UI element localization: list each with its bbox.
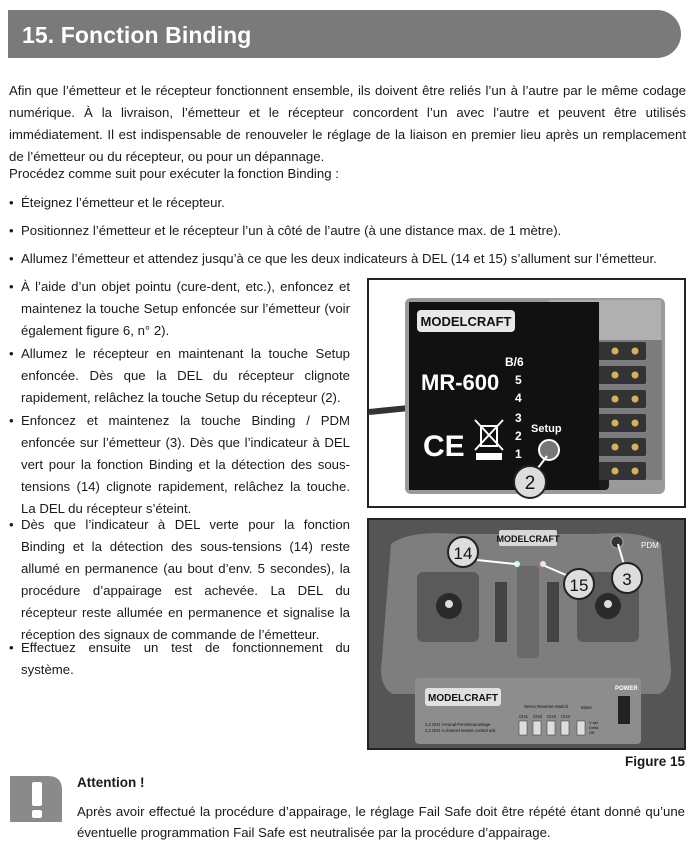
- power-label: POWER: [615, 686, 638, 692]
- callout-3-label: 3: [622, 570, 632, 589]
- step-6-text: Enfoncez et maintenez la touche Binding / PDM enfoncée sur l’émetteur (3). Dès que l’indicateur à DEL vert pour la fonction Binding et la détection des sous-tensions (14) clignote rapidement, relâchez la touche. La DEL du récepteur s’éteint.: [21, 413, 350, 516]
- section-banner: [8, 10, 681, 58]
- channel-label-b6: B/6: [505, 355, 524, 369]
- step-8-text: Effectuez ensuite un test de fonctionnement du système.: [21, 640, 350, 677]
- channel-label-1: 1: [515, 447, 522, 461]
- channel-3-label: CH3: [547, 714, 557, 719]
- callout-2-label: 2: [524, 473, 536, 494]
- power-switch: [618, 696, 630, 724]
- step-3: [9, 248, 686, 270]
- channel-label-3: 3: [515, 411, 522, 425]
- mixer-label: Mixer: [581, 705, 592, 710]
- bullet: •: [9, 413, 14, 428]
- receiver-brand: MODELCRAFT: [420, 314, 512, 329]
- step-1: [9, 192, 686, 214]
- step-7-text: Dès que l’indicateur à DEL verte pour la fonction Binding et la détection des sous-tensions (14) reste allumé en permanence (au bout d’env. 5 secondes), la procédure d’appairage est achevée. La DEL du récepteur reste allumée en permanence et signalise la réception des signaux de commande de l’émetteur.: [21, 517, 350, 642]
- mixer-option-vtail: V-tail: [589, 720, 598, 725]
- bullet: •: [9, 279, 14, 294]
- servo-reverse-label: Servo Reverse Switch: [524, 704, 569, 709]
- channel-4-label: CH4: [561, 714, 571, 719]
- bullet: •: [9, 517, 14, 532]
- step-8: [9, 637, 350, 681]
- description-de: 2,4 GHz 4-Kanal-Fernsteueranlage: [425, 722, 491, 727]
- channel-label-2: 2: [515, 429, 522, 443]
- step-1-text: Éteignez l’émetteur et le récepteur.: [21, 195, 225, 210]
- setup-button: [539, 440, 559, 460]
- procedure-intro: Procédez comme suit pour exécuter la fonction Binding :: [9, 166, 339, 181]
- step-5-text: Allumez le récepteur en maintenant la touche Setup enfoncée. Dès que la DEL du récepteur clignote rapidement, relâchez la touche Setup du récepteur (2).: [21, 346, 350, 405]
- step-4: [9, 276, 350, 342]
- callout-15-label: 15: [569, 576, 589, 595]
- receiver-figure: [367, 278, 686, 508]
- exclamation-icon: [10, 776, 62, 822]
- pdm-label: PDM: [641, 541, 659, 550]
- channel-2-label: CH2: [533, 714, 543, 719]
- step-6: [9, 410, 350, 520]
- attention-text: Après avoir effectué la procédure d’appairage, le réglage Fail Safe doit être répété étant donné qu’une éventuelle programmation Fail Safe est neutralisée par la procédure d’appairage.: [77, 804, 685, 840]
- pdm-button: [611, 536, 623, 548]
- attention-title: Attention !: [77, 775, 145, 790]
- transmitter-brand-bottom: MODELCRAFT: [428, 693, 498, 704]
- step-4-text: À l’aide d’un objet pointu (cure-dent, etc.), enfoncez et maintenez la touche Setup enfoncée sur l’émetteur (voir également figure 6, n° 2).: [21, 279, 350, 338]
- mixer-option-off: Off: [589, 730, 595, 735]
- transmitter-illustration: [369, 520, 684, 748]
- step-5: [9, 343, 350, 409]
- receiver-model: MR-600: [421, 370, 500, 395]
- channel-label-5: 5: [515, 373, 522, 387]
- step-2: [9, 220, 686, 242]
- bullet: •: [9, 223, 14, 238]
- mixer-option-delta: Delta: [589, 725, 599, 730]
- intro-paragraph: Afin que l’émetteur et le récepteur fonctionnent ensemble, ils doivent être reliés l’un à l’autre par le même codage numérique. À la livraison, l’émetteur et le récepteur concordent l’un avec l’autre et peuvent être utilisés immédiatement. Il est indispensable de renouveler le réglage de la liaison en premier lieu après un remplacement de l’émetteur ou du récepteur, ou pour un dépannage.: [9, 83, 686, 164]
- transmitter-brand-top: MODELCRAFT: [496, 534, 560, 544]
- bullet: •: [9, 640, 14, 655]
- bullet: •: [9, 346, 14, 361]
- receiver-illustration: [369, 280, 684, 506]
- description-en: 2,4 GHz 4 channel remote control unit: [425, 728, 496, 733]
- channel-label-4: 4: [515, 391, 522, 405]
- ce-mark: CE: [423, 430, 465, 463]
- bullet: •: [9, 195, 14, 210]
- step-2-text: Positionnez l’émetteur et le récepteur l’un à côté de l’autre (à une distance max. de 1 mètre).: [21, 223, 562, 238]
- callout-14-label: 14: [453, 544, 473, 563]
- transmitter-figure: [367, 518, 686, 750]
- step-7: [9, 514, 350, 646]
- figure-caption: Figure 15: [624, 754, 685, 769]
- setup-label: Setup: [531, 423, 562, 435]
- step-3-text: Allumez l’émetteur et attendez jusqu’à ce que les deux indicateurs à DEL (14 et 15) s’allument sur l’émetteur.: [21, 251, 657, 266]
- channel-1-label: CH1: [519, 714, 529, 719]
- bullet: •: [9, 251, 14, 266]
- section-title: 15. Fonction Binding: [22, 22, 252, 48]
